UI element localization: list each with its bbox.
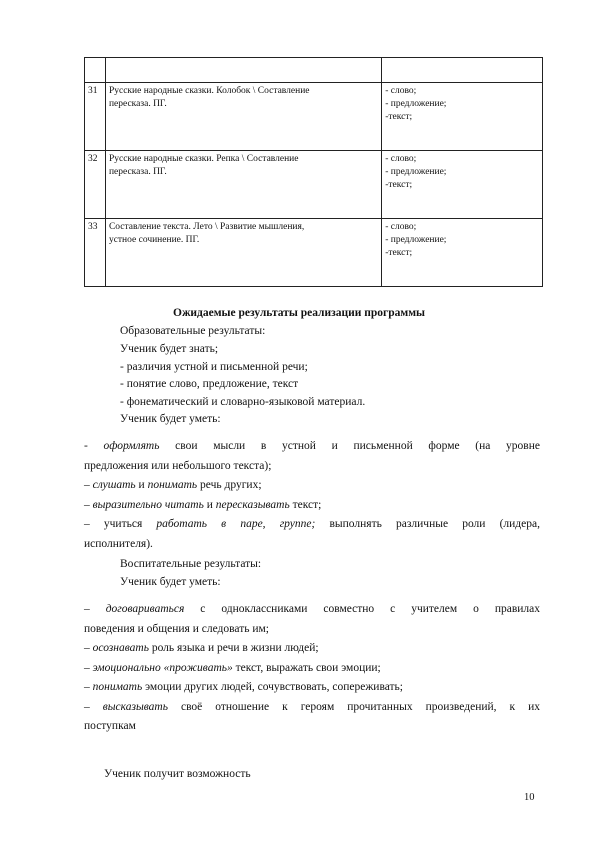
result-line: -текст; — [385, 112, 413, 122]
lesson-table — [84, 57, 543, 287]
opportunity-heading: Ученик получит возможность — [104, 768, 251, 780]
upbringing-skill-item: – эмоционально «проживать» текст, выражать свои эмоции; — [84, 661, 381, 674]
skill-item-cont: исполнителя). — [84, 537, 153, 550]
skill-item: – слушать и понимать речь других; — [84, 479, 262, 491]
know-item: - фонематический и словарно-языковой материал. — [120, 396, 366, 408]
page-number: 10 — [524, 792, 535, 803]
skill-item: – учиться работать в паре, группе; выполнять различные роли (лидера, — [84, 518, 540, 530]
topic-line: Русские народные сказки. Репка \ Составление — [108, 154, 299, 164]
row-results — [382, 83, 543, 151]
result-line: - предложение; — [385, 235, 447, 245]
table-row — [85, 151, 543, 219]
table-header-row — [85, 58, 543, 83]
topic-line: пересказа. ПГ. — [108, 99, 167, 109]
row-number: 31 — [85, 83, 106, 151]
row-topic — [105, 83, 381, 151]
table-row — [85, 83, 543, 151]
row-results — [382, 151, 543, 219]
topic-line: пересказа. ПГ. — [108, 167, 167, 177]
result-line: - слово; — [385, 154, 417, 164]
upbringing-skill-item: – договариваться с одноклассниками совместно с учителем о правилах — [84, 603, 540, 615]
result-line: - предложение; — [385, 99, 447, 109]
header-cell-num — [85, 58, 106, 83]
upbringing-heading: Воспитательные результаты: — [120, 558, 262, 570]
upbringing-skill-item: – понимать эмоции других людей, сочувствовать, сопереживать; — [84, 681, 404, 693]
educational-heading: Образовательные результаты: — [120, 325, 266, 337]
row-results — [382, 219, 543, 287]
upbringing-able-heading: Ученик будет уметь: — [120, 576, 221, 588]
section-title: Ожидаемые результаты реализации программы — [173, 307, 426, 319]
result-line: -текст; — [385, 180, 413, 190]
row-number: 32 — [85, 151, 106, 219]
topic-line: Русские народные сказки. Колобок \ Составление — [108, 86, 310, 96]
upbringing-skill-item-cont: поступкам — [84, 720, 136, 732]
row-number: 33 — [85, 219, 106, 287]
topic-line: Составление текста. Лето \ Развитие мышления, — [108, 222, 305, 232]
skill-item: – выразительно читать и пересказывать текст; — [84, 498, 322, 511]
result-line: - слово; — [385, 222, 417, 232]
result-line: - слово; — [385, 86, 417, 96]
upbringing-skill-item: – высказывать своё отношение к героям прочитанных произведений, к их — [84, 700, 541, 713]
row-topic — [105, 151, 381, 219]
upbringing-skill-item-cont: поведения и общения и следовать им; — [84, 622, 269, 635]
skills-list — [84, 437, 540, 554]
topic-line: устное сочинение. ПГ. — [108, 235, 200, 245]
know-heading: Ученик будет знать; — [120, 343, 219, 355]
table-row — [85, 219, 543, 287]
row-topic — [105, 219, 381, 287]
upbringing-skills-list — [84, 600, 540, 737]
result-line: -текст; — [385, 248, 413, 258]
know-item: - различия устной и письменной речи; — [120, 361, 308, 373]
able-heading: Ученик будет уметь: — [120, 413, 221, 425]
result-line: - предложение; — [385, 167, 447, 177]
skill-item-cont: предложения или небольшого текста); — [84, 459, 272, 472]
know-item: - понятие слово, предложение, текст — [120, 378, 299, 390]
skill-item: - оформлять свои мысли в устной и письменной форме (на уровне — [84, 440, 540, 452]
header-cell-topic — [105, 58, 381, 83]
header-cell-results — [382, 58, 543, 83]
upbringing-skill-item: – осознавать роль языка и речи в жизни людей; — [84, 642, 319, 654]
